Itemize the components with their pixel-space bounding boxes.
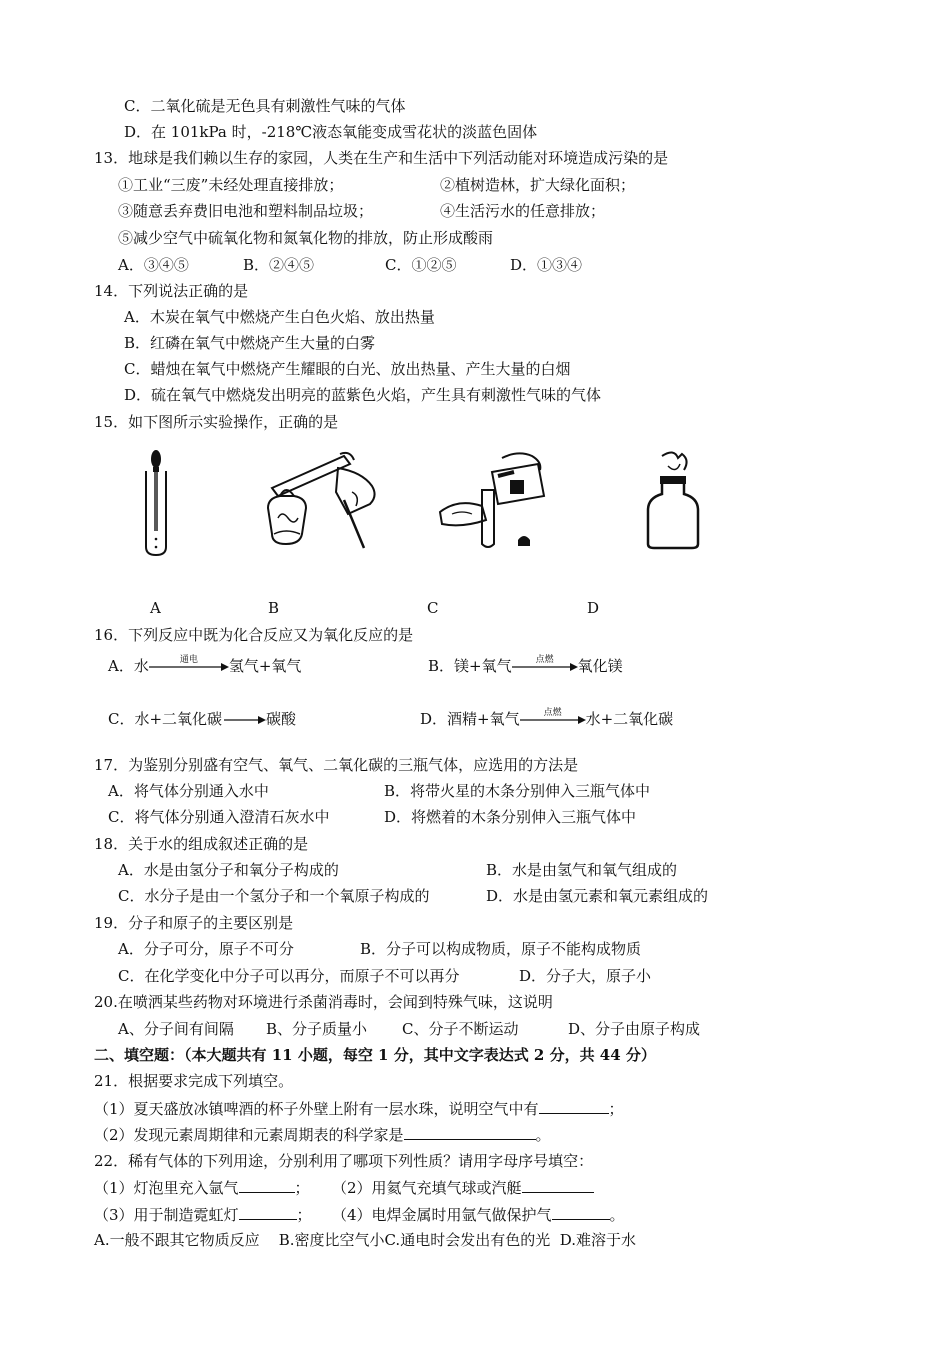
q16-option-c bbox=[108, 709, 296, 729]
q19-stem: 19．分子和原子的主要区别是 bbox=[94, 914, 294, 932]
q13-option-c: C．①②⑤ bbox=[385, 256, 457, 274]
q20-option-d: D、分子由原子构成 bbox=[568, 1020, 701, 1038]
q21-part-1-text: （1）夏天盛放冰镇啤酒的杯子外壁上附有一层水珠，说明空气中有 bbox=[94, 1100, 539, 1118]
reaction-condition: 点燃 bbox=[535, 655, 554, 665]
q17-option-a: A．将气体分别通入水中 bbox=[108, 782, 269, 800]
q22-part-3 bbox=[94, 1204, 312, 1225]
q19-option-b: B．分子可以构成物质，原子不能构成物质 bbox=[360, 940, 642, 958]
q19-option-d: D．分子大，原子小 bbox=[519, 967, 652, 985]
q18-option-c: C．水分子是由一个氢分子和一个氧原子构成的 bbox=[118, 887, 430, 905]
q16-c-product: 碳酸 bbox=[266, 710, 297, 728]
q13-item-3: ③随意丢弃费旧电池和塑料制品垃圾； bbox=[118, 202, 374, 220]
q14-option-b: B．红磷在氧气中燃烧产生大量的白雾 bbox=[124, 334, 376, 352]
q22-part-1-text: （1）灯泡里充入氩气 bbox=[94, 1179, 239, 1197]
q13-item-2: ②植树造林，扩大绿化面积； bbox=[440, 176, 636, 194]
q22-options bbox=[94, 1230, 636, 1250]
q22-part-2-text: （2）用氦气充填气球或汽艇 bbox=[332, 1179, 522, 1197]
q14-option-c: C．蜡烛在氧气中燃烧产生耀眼的白光、放出热量、产生大量的白烟 bbox=[124, 360, 571, 378]
q12-option-d: D．在 101kPa 时，-218℃液态氧能变成雪花状的淡蓝色固体 bbox=[124, 123, 538, 141]
section-2-title: 二、填空题：（本大题共有 11 小题，每空 1 分，其中文字表达式 2 分，共 44 分） bbox=[94, 1046, 656, 1064]
q21-part-1 bbox=[94, 1098, 624, 1119]
q13-stem: 13．地球是我们赖以生存的家园，人类在生产和生活中下列活动能对环境造成污染的是 bbox=[94, 149, 669, 167]
pouring-liquid-figure bbox=[432, 446, 552, 554]
q13-item-1: ①工业“三废”未经处理直接排放； bbox=[118, 176, 344, 194]
q15-label-b: B bbox=[268, 599, 280, 617]
q18-stem: 18．关于水的组成叙述正确的是 bbox=[94, 835, 309, 853]
q22-option-a: A.一般不跟其它物质反应 bbox=[94, 1231, 260, 1249]
q16-stem: 16．下列反应中既为化合反应又为氧化反应的是 bbox=[94, 626, 414, 644]
q21-part-2-text: （2）发现元素周期律和元素周期表的科学家是 bbox=[94, 1126, 404, 1144]
q22-option-d: D.难溶于水 bbox=[559, 1231, 637, 1249]
q22-part-4-end: 。 bbox=[609, 1206, 625, 1224]
q19-option-a: A．分子可分，原子不可分 bbox=[118, 940, 294, 958]
q16-option-b bbox=[428, 656, 623, 676]
answer-blank[interactable] bbox=[539, 1098, 609, 1114]
q22-part-4 bbox=[332, 1204, 625, 1225]
q21-part-2 bbox=[94, 1124, 551, 1145]
q22-part-3-text: （3）用于制造霓虹灯 bbox=[94, 1206, 239, 1224]
reaction-arrow bbox=[520, 708, 586, 725]
q22-part-4-text: （4）电焊金属时用氩气做保护气 bbox=[332, 1206, 552, 1224]
q21-part-2-end: 。 bbox=[535, 1126, 551, 1144]
q21-part-1-end: ； bbox=[608, 1100, 624, 1118]
reaction-condition: 点燃 bbox=[543, 708, 562, 718]
q15-label-d: D bbox=[587, 599, 600, 617]
q20-option-b: B、分子质量小 bbox=[266, 1020, 368, 1038]
q22-part-1-end: ； bbox=[294, 1179, 310, 1197]
answer-blank[interactable] bbox=[522, 1177, 594, 1193]
answer-blank[interactable] bbox=[239, 1177, 295, 1193]
q21-stem: 21．根据要求完成下列填空。 bbox=[94, 1072, 294, 1090]
q17-stem: 17．为鉴别分别盛有空气、氧气、二氧化碳的三瓶气体，应选用的方法是 bbox=[94, 756, 579, 774]
q12-option-c: C．二氧化硫是无色具有刺激性气味的气体 bbox=[124, 97, 406, 115]
dropper-in-tube-figure bbox=[138, 447, 174, 559]
bottle-flame-figure bbox=[640, 448, 706, 552]
q16-a-reactant: A．水 bbox=[108, 657, 149, 675]
q13-option-b: B．②④⑤ bbox=[243, 256, 315, 274]
q22-stem: 22．稀有气体的下列用途，分别利用了哪项下列性质？请用字母序号填空： bbox=[94, 1152, 594, 1170]
q16-option-d bbox=[420, 709, 673, 729]
q13-item-4: ④生活污水的任意排放； bbox=[440, 202, 606, 220]
q16-d-reactant: D．酒精+氧气 bbox=[420, 710, 520, 728]
reaction-condition: 通电 bbox=[179, 655, 198, 665]
q22-part-1 bbox=[94, 1177, 310, 1198]
lamp-heating-figure bbox=[252, 448, 384, 558]
q22-option-b: B.密度比空气小 bbox=[278, 1231, 385, 1249]
q13-option-d: D．①③④ bbox=[510, 256, 583, 274]
q16-c-reactant: C．水+二氧化碳 bbox=[108, 710, 223, 728]
q17-option-d: D．将燃着的木条分别伸入三瓶气体中 bbox=[384, 808, 637, 826]
q18-option-a: A．水是由氢分子和氧分子构成的 bbox=[118, 861, 339, 879]
q13-item-5: ⑤减少空气中硫氧化物和氮氧化物的排放，防止形成酸雨 bbox=[118, 229, 494, 247]
q15-label-a: A bbox=[150, 599, 161, 617]
q16-b-reactant: B．镁+氧气 bbox=[428, 657, 512, 675]
reaction-arrow bbox=[149, 655, 229, 672]
reaction-arrow bbox=[512, 655, 578, 672]
answer-blank[interactable] bbox=[552, 1204, 610, 1220]
q13-option-a: A．③④⑤ bbox=[118, 256, 189, 274]
q20-option-a: A、分子间有间隔 bbox=[118, 1020, 234, 1038]
answer-blank[interactable] bbox=[239, 1204, 297, 1220]
q15-stem: 15．如下图所示实验操作，正确的是 bbox=[94, 413, 339, 431]
q17-option-b: B．将带火星的木条分别伸入三瓶气体中 bbox=[384, 782, 651, 800]
q18-option-d: D．水是由氢元素和氧元素组成的 bbox=[486, 887, 709, 905]
q22-option-c: C.通电时会发出有色的光 bbox=[384, 1231, 551, 1249]
q20-option-c: C、分子不断运动 bbox=[402, 1020, 519, 1038]
q16-b-product: 氧化镁 bbox=[577, 657, 623, 675]
q15-label-c: C bbox=[427, 599, 439, 617]
q18-option-b: B．水是由氢气和氧气组成的 bbox=[486, 861, 678, 879]
q22-part-3-end: ； bbox=[296, 1206, 312, 1224]
q16-d-product: 水+二氧化碳 bbox=[585, 710, 674, 728]
answer-blank[interactable] bbox=[404, 1124, 536, 1140]
q14-option-d: D．硫在氧气中燃烧发出明亮的蓝紫色火焰，产生具有刺激性气味的气体 bbox=[124, 386, 602, 404]
q14-option-a: A．木炭在氧气中燃烧产生白色火焰、放出热量 bbox=[124, 308, 435, 326]
q16-a-product: 氢气+氧气 bbox=[228, 657, 302, 675]
q17-option-c: C．将气体分别通入澄清石灰水中 bbox=[108, 808, 330, 826]
q20-stem: 20.在喷洒某些药物对环境进行杀菌消毒时，会闻到特殊气味，这说明 bbox=[94, 993, 553, 1011]
q22-part-2 bbox=[332, 1177, 594, 1198]
q19-option-c: C．在化学变化中分子可以再分，而原子不可以再分 bbox=[118, 967, 460, 985]
q16-option-a bbox=[108, 656, 301, 676]
reaction-arrow bbox=[222, 715, 266, 725]
q14-stem: 14．下列说法正确的是 bbox=[94, 282, 249, 300]
